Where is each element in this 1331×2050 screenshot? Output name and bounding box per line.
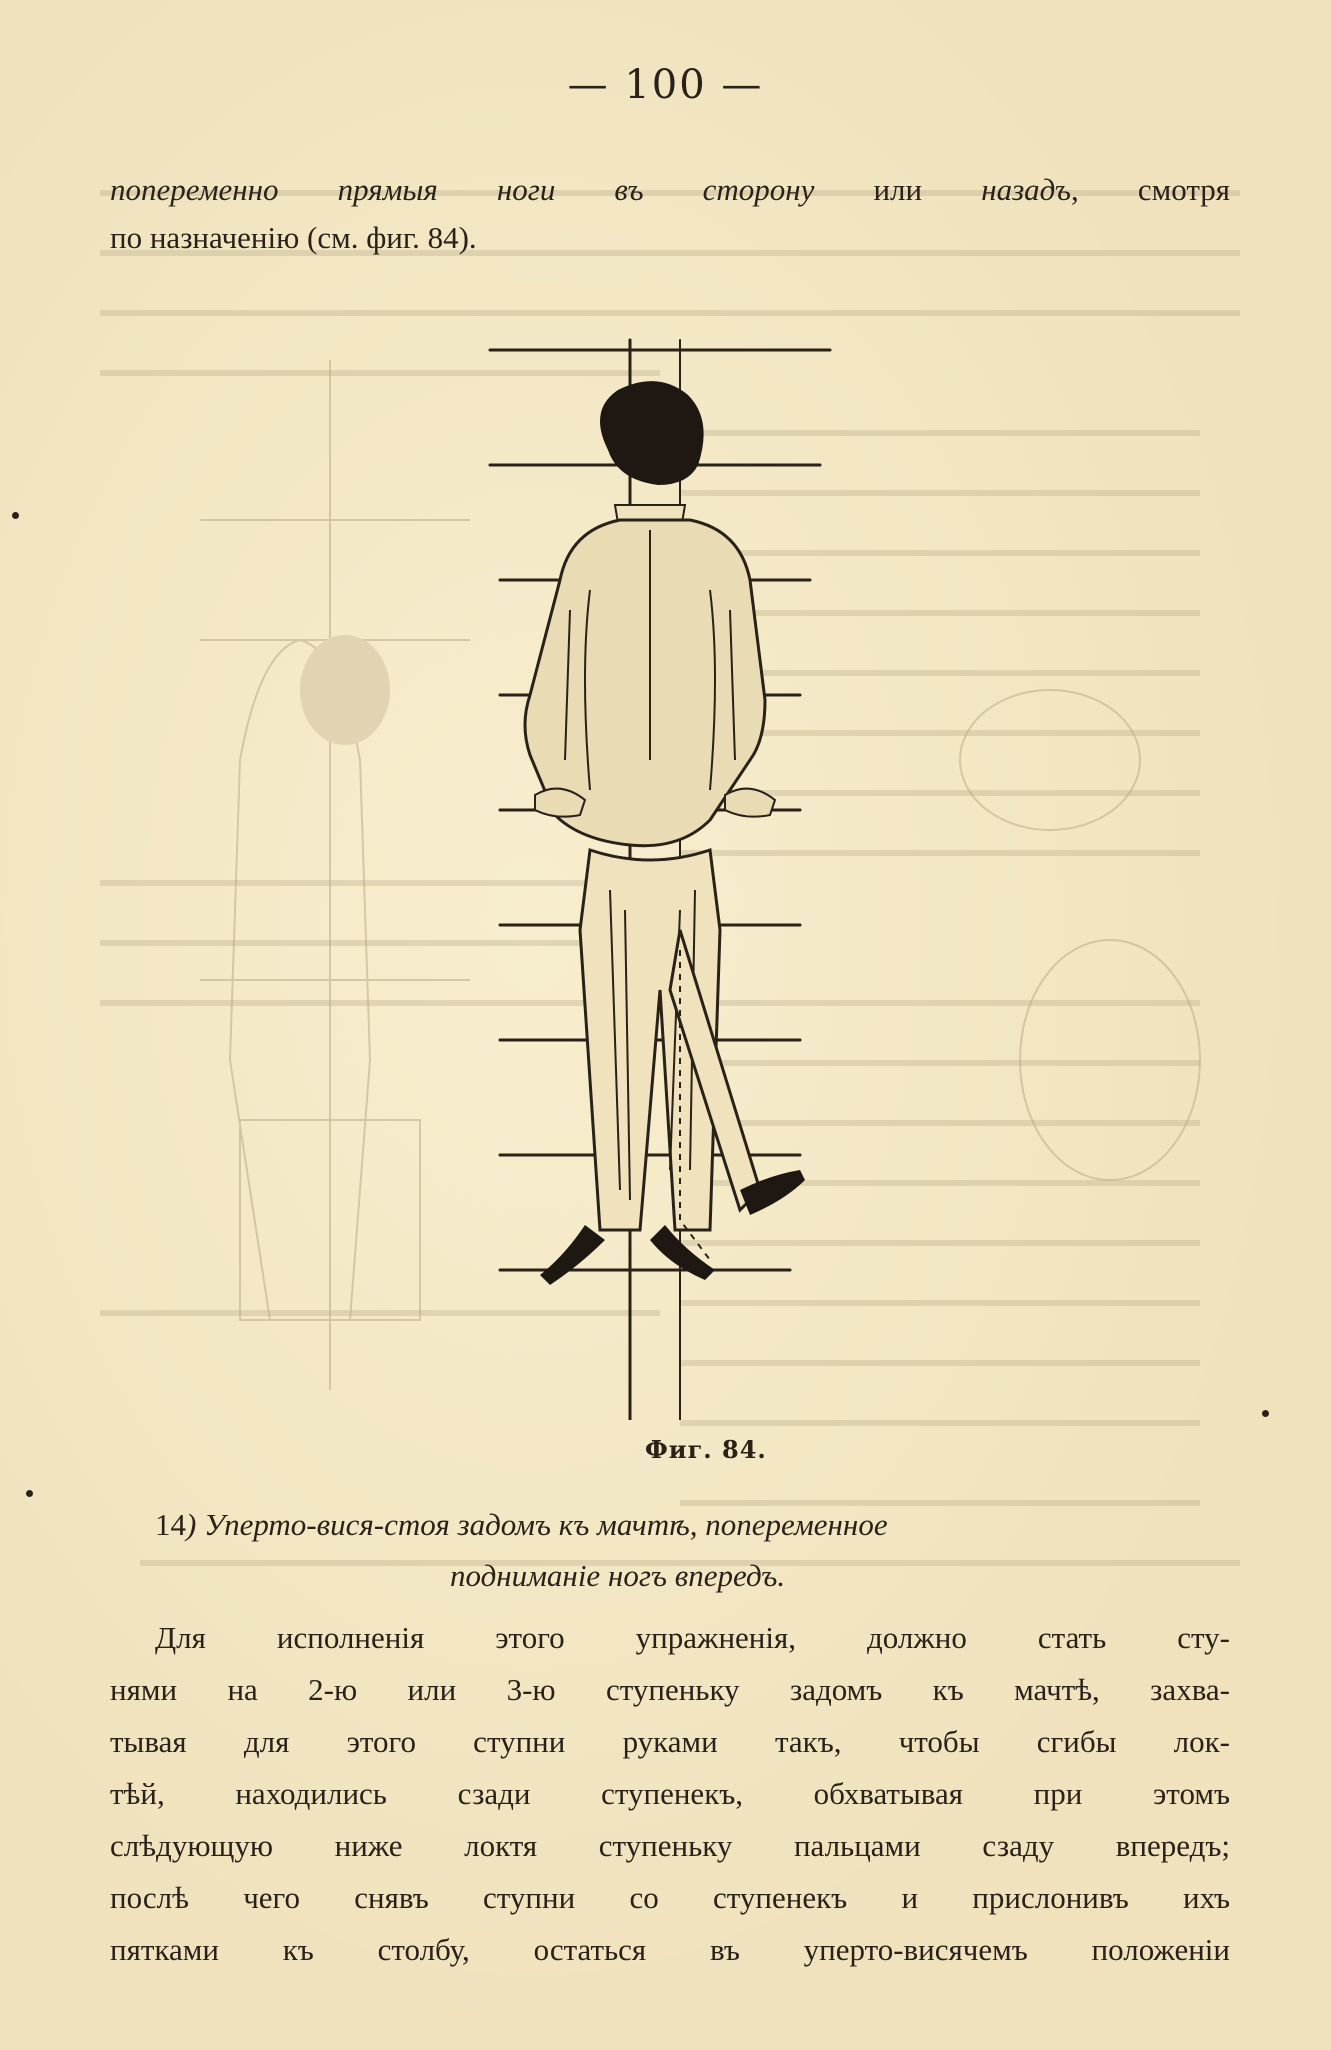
- intro-italic-phrase: попеременно прямыя ноги въ сторону: [110, 172, 815, 207]
- intro-connector: или: [814, 172, 982, 207]
- exercise-title-part-1: ) Уперто-вися-стоя задомъ къ мачтѣ, попеременное: [186, 1507, 888, 1542]
- body-line-6: послѣ чего снявъ ступни со ступенекъ и прислонивъ ихъ: [110, 1880, 1230, 1915]
- gymnast-figure: [525, 381, 805, 1285]
- exercise-heading-line-1: [155, 1505, 888, 1545]
- body-line-3: тывая для этого ступни руками такъ, чтобы сгибы лок-: [110, 1724, 1230, 1759]
- exercise-heading-line-2: подниманіе ногъ впередъ.: [450, 1558, 786, 1593]
- body-line-7: пятками къ столбу, остаться въ уперто-висячемъ положеніи: [110, 1932, 1230, 1967]
- paper-speck: [1262, 1410, 1269, 1417]
- body-line-2: нями на 2-ю или 3-ю ступеньку задомъ къ мачтѣ, захва-: [110, 1672, 1230, 1707]
- intro-italic-word: назадъ: [981, 172, 1072, 207]
- body-line-1: Для исполненія этого упражненія, должно стать сту-: [155, 1620, 1230, 1655]
- intro-line-1: [110, 170, 1230, 210]
- exercise-number: 14: [155, 1507, 186, 1542]
- figure-caption: Фиг. 84.: [645, 1435, 767, 1464]
- body-line-5: слѣдующую ниже локтя ступеньку пальцами сзаду впередъ;: [110, 1828, 1230, 1863]
- paper-speck: [26, 1490, 33, 1497]
- body-line-4: тѣй, находились сзади ступенекъ, обхватывая при этомъ: [110, 1776, 1230, 1811]
- intro-trailing: , смотря: [1071, 172, 1230, 207]
- page-number: — 100 —: [567, 62, 764, 108]
- paper-speck: [12, 512, 19, 519]
- figure-84-illustration: [440, 290, 860, 1420]
- intro-line-2: по назначенію (см. фиг. 84).: [110, 220, 477, 255]
